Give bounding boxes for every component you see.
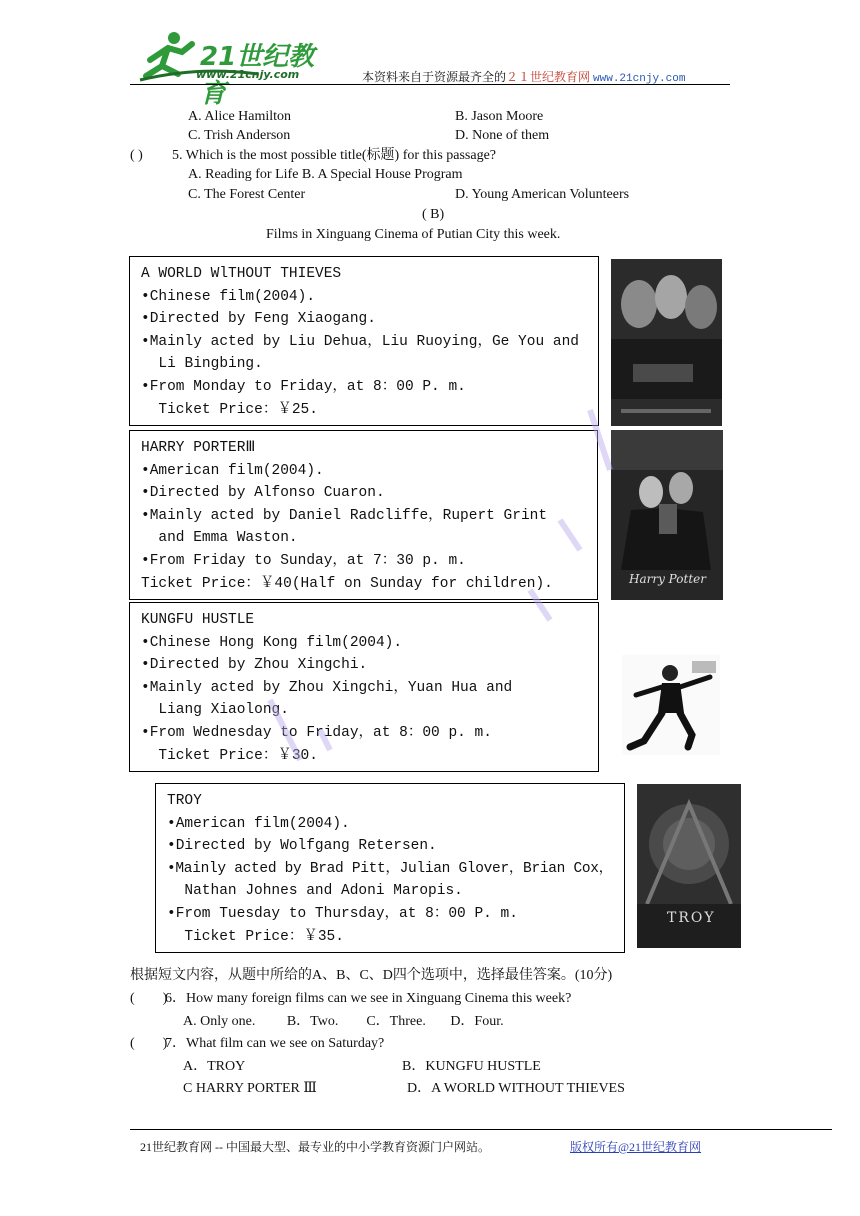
film-line: •Chinese Hong Kong film(2004). — [141, 634, 403, 651]
logo-wordmark: 21世纪教育 — [200, 42, 315, 109]
film-title: KUNGFU HUSTLE — [141, 612, 255, 628]
poster-harry-text: Harry Potter — [629, 572, 706, 586]
header-note-prefix: 本资料来自于资源最齐全的 — [362, 70, 507, 84]
film-line: •Directed by Wolfgang Retersen. — [167, 838, 437, 855]
film-line: Li Bingbing. — [141, 356, 263, 373]
poster-troy — [637, 784, 741, 948]
logo-url: www.21cnjy.com — [196, 68, 300, 81]
film-card-troy — [155, 783, 625, 953]
q5-option-c: C. The Forest Center — [188, 187, 306, 202]
film-line: •Chinese film(2004). — [141, 288, 316, 305]
film-line: Ticket Price：￥40(Half on Sunday for children). — [141, 575, 553, 592]
footer-text: 21世纪教育网 -- 中国最大型、最专业的中小学教育资源门户网站。 — [140, 1140, 490, 1154]
q6-answer-blank: ( ) — [130, 991, 168, 1006]
q5-option-d: D. Young American Volunteers — [455, 187, 630, 202]
film-line: Ticket Price：￥25. — [141, 401, 318, 418]
q6-stem: 6．How many foreign films can we see in Xinguang Cinema this week? — [165, 991, 572, 1006]
header-note — [362, 68, 685, 85]
film-line: •American film(2004). — [141, 462, 324, 479]
site-logo — [138, 30, 338, 109]
q4-option-a: A. Alice Hamilton — [188, 109, 292, 124]
film-line: Liang Xiaolong. — [141, 702, 289, 719]
poster-troy-text: TROY — [667, 910, 716, 926]
film-card-kungfu-hustle — [129, 602, 599, 772]
film-line: •Mainly acted by Brad Pitt，Julian Glover，Brian Cox， — [167, 860, 613, 877]
poster-harry-porter — [611, 430, 723, 600]
poster-world-without-thieves — [611, 259, 722, 426]
q4-option-b: B. Jason Moore — [455, 109, 544, 124]
footer-divider — [130, 1129, 832, 1130]
film-line: •Mainly acted by Liu Dehua，Liu Ruoying，Ge You and — [141, 333, 579, 350]
film-line: •Directed by Alfonso Cuaron. — [141, 485, 385, 502]
footer-copyright-link[interactable]: 版权所有@21世纪教育网 — [570, 1140, 702, 1154]
q4-option-d: D. None of them — [455, 128, 550, 143]
q7-stem: 7．What film can we see on Saturday? — [165, 1036, 385, 1051]
film-title: TROY — [167, 793, 202, 809]
film-title: HARRY PORTERⅢ — [141, 440, 256, 456]
q5-stem: 5. Which is the most possible title(标题) for this passage? — [172, 148, 497, 163]
film-line: Nathan Johnes and Adoni Maropis. — [167, 883, 463, 900]
film-card-harry-porter — [129, 430, 598, 600]
film-line: •American film(2004). — [167, 815, 350, 832]
film-line: •From Monday to Friday，at 8：00 P. m. — [141, 379, 466, 395]
film-line: •From Friday to Sunday，at 7：30 p. m. — [141, 553, 466, 569]
film-card-world-without-thieves — [129, 256, 599, 426]
film-line: Ticket Price：￥35. — [167, 928, 344, 945]
q6-options: A. Only one. B．Two. C．Three. D．Four. — [183, 1014, 504, 1029]
header-note-brand[interactable]: ２１世纪教育网 — [506, 70, 591, 84]
q7-option-a: A．TROY — [183, 1059, 246, 1074]
film-line: •Mainly acted by Daniel Radcliffe，Rupert Grint — [141, 507, 548, 524]
instructions: 根据短文内容，从题中所给的A、B、C、D四个选项中，选择最佳答案。(10分) — [130, 968, 613, 983]
q4-option-c: C. Trish Anderson — [188, 128, 291, 143]
film-line: •Directed by Feng Xiaogang. — [141, 311, 376, 328]
film-line: and Emma Waston. — [141, 530, 298, 547]
film-line: Ticket Price：￥30. — [141, 747, 318, 764]
q5-options-ab: A. Reading for Life B. A Special House Program — [188, 167, 463, 182]
section-title: Films in Xinguang Cinema of Putian City this week. — [266, 227, 561, 242]
q7-option-d: D．A WORLD WITHOUT THIEVES — [407, 1081, 625, 1096]
film-title: A WORLD WlTHOUT THIEVES — [141, 266, 342, 282]
poster-kungfu-hustle — [622, 655, 720, 755]
film-line: •From Wednesday to Friday，at 8：00 p. m. — [141, 725, 492, 741]
header-divider — [130, 84, 730, 85]
header-note-url[interactable]: www.21cnjy.com — [593, 73, 686, 85]
film-line: •Directed by Zhou Xingchi. — [141, 657, 368, 674]
q5-answer-blank: ( ) — [130, 148, 143, 163]
section-label: ( B) — [422, 207, 445, 222]
q7-answer-blank: ( ) — [130, 1036, 168, 1051]
film-line: •From Tuesday to Thursday，at 8：00 P. m. — [167, 906, 518, 922]
q7-option-b: B．KUNGFU HUSTLE — [402, 1059, 541, 1074]
q7-option-c: C HARRY PORTER Ⅲ — [183, 1081, 317, 1096]
film-line: •Mainly acted by Zhou Xingchi，Yuan Hua and — [141, 679, 513, 696]
